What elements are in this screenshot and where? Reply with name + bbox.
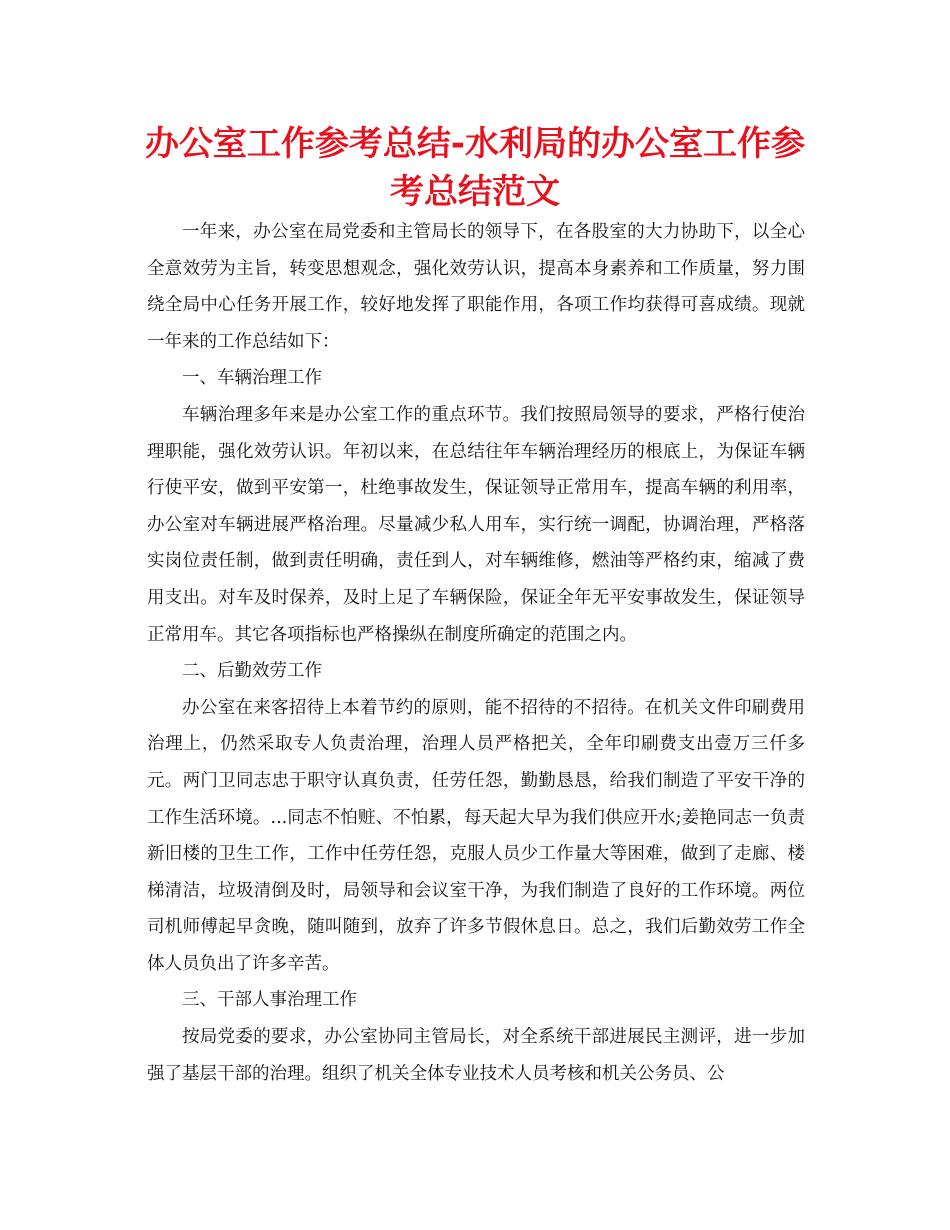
document-title: 办公室工作参考总结-水利局的办公室工作参考总结范文 [144, 124, 806, 212]
body-paragraph: 按局党委的要求，办公室协同主管局长，对全系统干部进展民主测评，进一步加强了基层干部的治理。组织了机关全体专业技术人员考核和机关公务员、公 [147, 1027, 805, 1084]
body-paragraph: 办公室在来客招待上本着节约的原则，能不招待的不招待。在机关文件印刷费用治理上，仍然采取专人负责治理，治理人员严格把关，全年印刷费支出壹万三仟多元。两门卫同志忠于职守认真负责，任劳任怨，勤勤恳恳，给我们制造了平安干净的工作生活环境。...同志不怕赃、不怕累，每天起大早为我们供应开水;姜艳同志一负责新旧楼的卫生工作，工作中任劳任怨，克服人员少工作量大等困难，做到了走廊、楼梯清洁，垃圾清倒及时，局领导和会议室干净，为我们制造了良好的工作环境。两位司机师傅起早贪晚，随叫随到，放弃了许多节假休息日。总之，我们后勤效劳工作全体人员负出了许多辛苦。 [147, 697, 805, 974]
section-heading-logistics-service: 二、后勤效劳工作 [182, 661, 322, 682]
section-heading-vehicle-management: 一、车辆治理工作 [182, 368, 322, 389]
section-heading-personnel-management: 三、干部人事治理工作 [182, 990, 357, 1011]
intro-paragraph: 一年来，办公室在局党委和主管局长的领导下，在各股室的大力协助下，以全心全意效劳为主旨，转变思想观念，强化效劳认识，提高本身素养和工作质量，努力围绕全局中心任务开展工作，较好地发挥了职能作用，各项工作均获得可喜成绩。现就一年来的工作总结如下： [147, 222, 805, 352]
document-body [147, 214, 805, 1092]
body-paragraph: 车辆治理多年来是办公室工作的重点环节。我们按照局领导的要求，严格行使治理职能，强化效劳认识。年初以来，在总结往年车辆治理经历的根底上，为保证车辆行使平安，做到平安第一，杜绝事故发生，保证领导正常用车，提高车辆的利用率，办公室对车辆进展严格治理。尽量减少私人用车，实行统一调配，协调治理，严格落实岗位责任制，做到责任明确，责任到人，对车辆维修，燃油等严格约束，缩减了费用支出。对车及时保养，及时上足了车辆保险，保证全年无平安事故发生，保证领导正常用车。其它各项指标也严格操纵在制度所确定的范围之内。 [147, 404, 805, 645]
